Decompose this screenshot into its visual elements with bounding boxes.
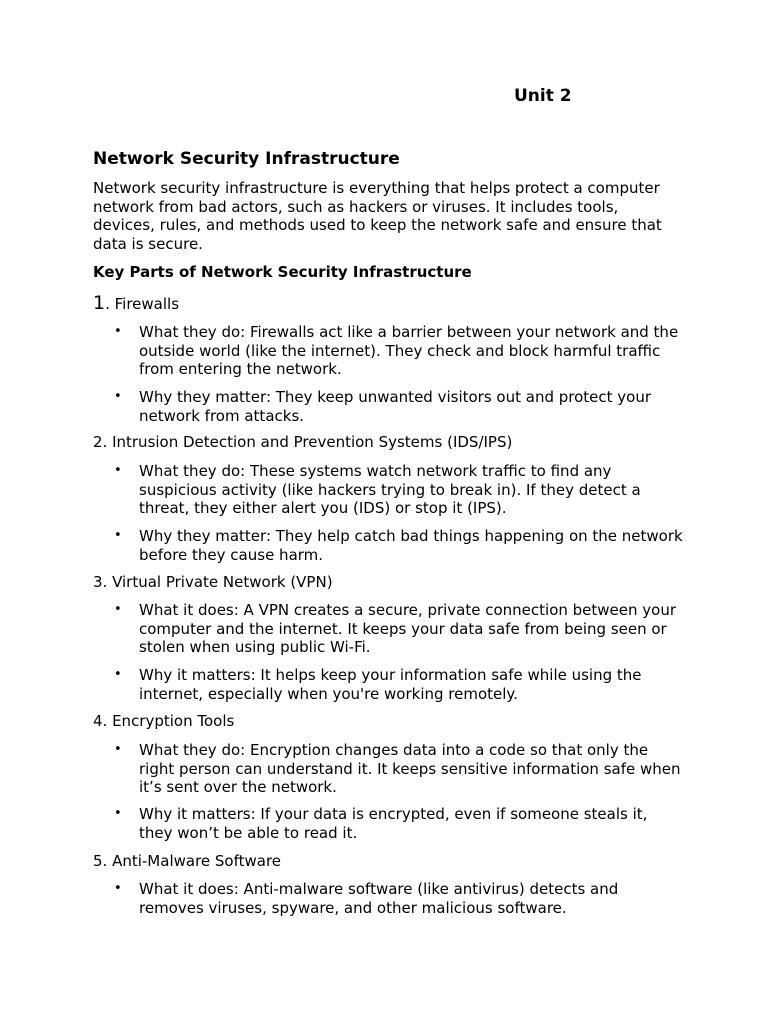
bullet-text: What they do: Firewalls act like a barrier between your network and the outside world (like the internet). They check and block harmful traffic from entering the network. — [139, 323, 679, 378]
list-item — [114, 527, 684, 564]
list-item — [114, 880, 684, 917]
bullet-icon: • — [114, 389, 122, 404]
list-item — [114, 462, 684, 518]
key-parts-subheading: Key Parts of Network Security Infrastructure — [93, 263, 472, 281]
list-item — [114, 805, 684, 842]
bullet-icon: • — [114, 602, 122, 617]
section-heading-firewalls — [93, 292, 179, 314]
list-item — [114, 601, 684, 657]
list-item — [114, 666, 684, 703]
bullet-text: Why it matters: It helps keep your information safe while using the internet, especially when you're working remotely. — [139, 666, 642, 703]
bullet-text: Why they matter: They keep unwanted visitors out and protect your network from attacks. — [139, 388, 652, 425]
section-heading-ids-ips: 2. Intrusion Detection and Prevention Systems (IDS/IPS) — [93, 433, 513, 451]
intro-paragraph: Network security infrastructure is everything that helps protect a computer network from bad actors, such as hackers or viruses. It includes tools, devices, rules, and methods used to keep the network safe and ensure that data is secure. — [93, 179, 662, 253]
bullet-icon: • — [114, 742, 122, 757]
unit-title: Unit 2 — [514, 86, 572, 106]
bullet-text: What it does: Anti-malware software (like antivirus) detects and removes viruses, spyware, and other malicious software. — [139, 880, 619, 917]
section-heading-encryption: 4. Encryption Tools — [93, 712, 235, 730]
bullet-text: What it does: A VPN creates a secure, private connection between your computer and the internet. It keeps your data safe from being seen or stolen when using public Wi-Fi. — [139, 601, 677, 656]
list-item — [114, 323, 684, 379]
section-heading-vpn: 3. Virtual Private Network (VPN) — [93, 573, 333, 591]
section-heading-anti-malware: 5. Anti-Malware Software — [93, 852, 282, 870]
bullet-text: What they do: These systems watch network traffic to find any suspicious activity (like hackers trying to break in). If they detect a threat, they either alert you (IDS) or stop it (IPS). — [139, 462, 641, 517]
bullet-icon: • — [114, 528, 122, 543]
bullet-text: What they do: Encryption changes data into a code so that only the right person can understand it. It keeps sensitive information safe when it’s sent over the network. — [139, 741, 681, 796]
bullet-icon: • — [114, 667, 122, 682]
bullet-text: Why it matters: If your data is encrypted, even if someone steals it, they won’t be able to read it. — [139, 805, 648, 842]
list-item — [114, 741, 684, 797]
list-item — [114, 388, 684, 425]
bullet-text: Why they matter: They help catch bad things happening on the network before they cause harm. — [139, 527, 683, 564]
bullet-icon: • — [114, 324, 122, 339]
document-title: Network Security Infrastructure — [93, 149, 400, 169]
bullet-icon: • — [114, 806, 122, 821]
section-heading-text: . Firewalls — [105, 295, 180, 313]
bullet-icon: • — [114, 881, 122, 896]
bullet-icon: • — [114, 463, 122, 478]
section-number: 1 — [93, 292, 106, 314]
